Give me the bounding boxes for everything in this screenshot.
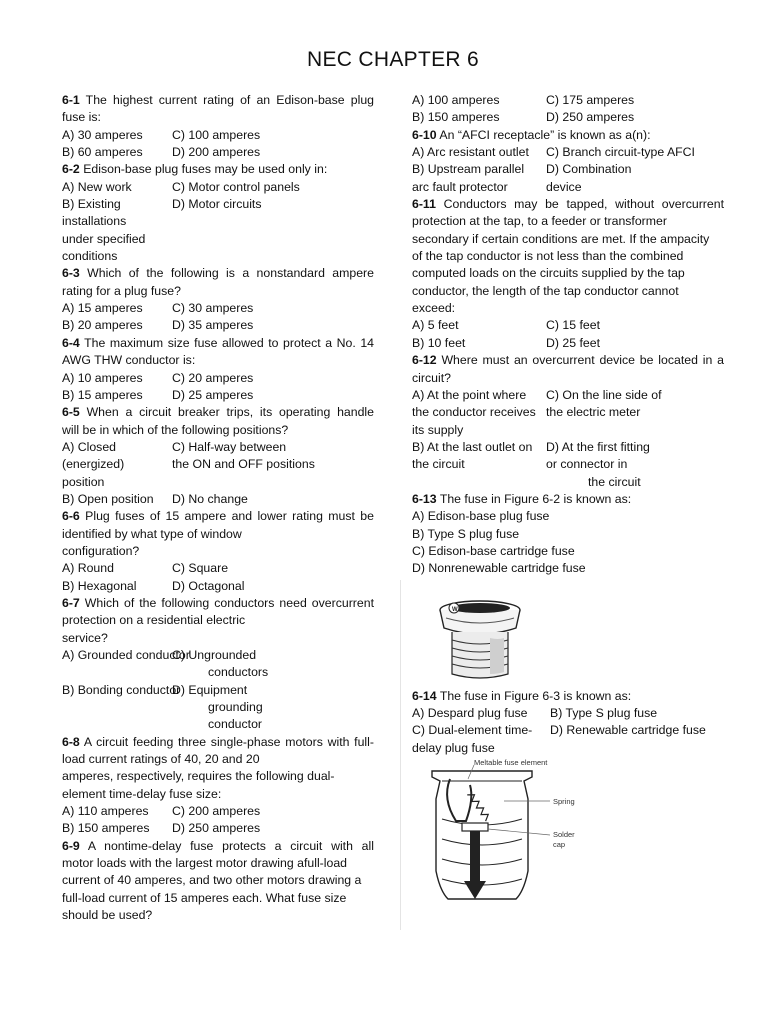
line-text: current of 40 amperes, and two other motors drawing a xyxy=(62,873,362,888)
text-line xyxy=(412,179,724,196)
line-text: B) Type S plug fuse xyxy=(412,526,520,541)
line-text: service? xyxy=(62,630,108,645)
line-text: position xyxy=(62,474,105,489)
right-column xyxy=(412,92,724,911)
text-line xyxy=(412,560,724,577)
line-text: B) 20 amperes xyxy=(62,318,143,333)
line-text: B) Existing xyxy=(62,197,121,212)
line-text: exceed: xyxy=(412,301,456,316)
line-text: AWG THW conductor is: xyxy=(62,353,196,368)
answer-choice: D) Octagonal xyxy=(172,578,245,593)
text-line xyxy=(62,734,374,751)
label-meltable-fuse-element: Meltable fuse element xyxy=(474,759,548,767)
line-text: A) 110 amperes xyxy=(62,804,149,819)
answer-choice: grounding xyxy=(208,700,263,715)
question-number: 6-12 xyxy=(412,353,437,368)
text-line xyxy=(412,300,724,317)
line-text: under specified xyxy=(62,231,146,246)
text-line xyxy=(62,820,374,837)
text-line xyxy=(62,404,374,421)
text-line xyxy=(62,647,374,664)
question-number: 6-6 xyxy=(62,509,80,524)
question-number: 6-3 xyxy=(62,266,80,281)
text-line xyxy=(62,786,374,803)
text-line xyxy=(62,109,374,126)
question-text: An “AFCI receptacle” is known as a(n): xyxy=(436,127,651,142)
line-text: the circuit xyxy=(412,457,465,472)
text-line xyxy=(62,560,374,577)
text-line xyxy=(62,578,374,595)
line-text: protection on a residential electric xyxy=(62,613,246,628)
question-text: Where must an overcurrent device be located in a xyxy=(436,353,724,368)
line-text: A) Arc resistant outlet xyxy=(412,145,529,160)
text-line xyxy=(62,144,374,161)
figure-6-2 xyxy=(412,578,724,688)
line-text: B) 150 amperes xyxy=(412,110,500,125)
question-number: 6-8 xyxy=(62,734,80,749)
text-line xyxy=(412,404,724,421)
line-text: rating for a plug fuse? xyxy=(62,283,181,298)
text-line xyxy=(412,248,724,265)
text-line xyxy=(62,283,374,300)
question-number: 6-2 xyxy=(62,162,80,177)
line-text: A) 100 amperes xyxy=(412,93,500,107)
text-line xyxy=(62,300,374,317)
line-text: should be used? xyxy=(62,908,153,923)
question-text: Plug fuses of 15 ampere and lower rating must be xyxy=(79,509,374,524)
line-text: A) At the point where xyxy=(412,387,527,402)
line-text: B) 60 amperes xyxy=(62,145,143,160)
question-number: 6-5 xyxy=(62,405,80,420)
text-line xyxy=(412,705,724,722)
text-line xyxy=(412,335,724,352)
question-6-14 xyxy=(412,688,724,757)
line-text: A) 10 amperes xyxy=(62,370,143,385)
line-text: its supply xyxy=(412,422,464,437)
text-line xyxy=(412,387,724,404)
line-text: identified by what type of window xyxy=(62,526,242,541)
line-text: A) Grounded conductor xyxy=(62,648,190,662)
answer-choice: D) 250 amperes xyxy=(546,110,635,125)
text-line xyxy=(62,127,374,144)
line-text: A) Edison-base plug fuse xyxy=(412,509,550,524)
answer-choice: C) Ungrounded xyxy=(172,648,257,662)
question-number: 6-14 xyxy=(412,688,437,703)
text-line xyxy=(412,526,724,543)
answer-choice: conductor xyxy=(208,717,263,732)
answer-choice: D) 200 amperes xyxy=(172,145,261,160)
text-line xyxy=(62,855,374,872)
question-text: The fuse in Figure 6-3 is known as: xyxy=(436,688,632,703)
text-line xyxy=(412,231,724,248)
answer-choice: C) 30 amperes xyxy=(172,301,254,316)
line-text: configuration? xyxy=(62,543,140,558)
line-text: the conductor receives xyxy=(412,405,536,420)
text-line xyxy=(412,161,724,178)
line-text: installations xyxy=(62,214,127,229)
answer-choice: D) Motor circuits xyxy=(172,197,262,212)
answer-choice: C) 200 amperes xyxy=(172,804,261,819)
answer-choice: C) Branch circuit-type AFCI xyxy=(546,145,695,160)
text-line xyxy=(62,491,374,508)
page-title: NEC CHAPTER 6 xyxy=(307,48,479,71)
text-line xyxy=(412,352,724,369)
question-text: Which of the following is a nonstandard ampere xyxy=(79,266,374,281)
line-text: B) 10 feet xyxy=(412,335,466,350)
question-text: Conductors may be tapped, without overcurrent xyxy=(435,197,724,212)
text-line xyxy=(62,526,374,543)
left-column xyxy=(62,92,374,925)
question-text: The fuse in Figure 6-2 is known as: xyxy=(436,491,632,506)
answer-choice: D) No change xyxy=(172,491,248,506)
text-line xyxy=(62,335,374,352)
text-line xyxy=(62,352,374,369)
question-number: 6-9 xyxy=(62,838,80,853)
line-text: C) Edison-base cartridge fuse xyxy=(412,543,575,558)
text-line xyxy=(412,92,724,109)
line-text: A) Round xyxy=(62,561,114,576)
line-text: fuse is: xyxy=(62,110,101,125)
question-text: Edison-base plug fuses may be used only in: xyxy=(79,162,328,177)
text-line xyxy=(62,890,374,907)
text-line xyxy=(62,248,374,265)
question-text: A nontime-delay fuse protects a circuit with all xyxy=(79,838,374,853)
text-line xyxy=(412,317,724,334)
text-line xyxy=(62,474,374,491)
label-solder: Solder xyxy=(553,830,575,839)
line-text: B) 150 amperes xyxy=(62,821,150,836)
text-line xyxy=(62,612,374,629)
text-line xyxy=(62,387,374,404)
text-line xyxy=(412,422,724,439)
text-line xyxy=(412,543,724,560)
line-text: motor loads with the largest motor drawing afull-load xyxy=(62,856,348,871)
text-line xyxy=(62,872,374,889)
line-text: B) 15 amperes xyxy=(62,387,143,402)
text-line xyxy=(412,370,724,387)
line-text: element time-delay fuse size: xyxy=(62,786,222,801)
answer-choice: the ON and OFF positions xyxy=(172,457,315,472)
line-text: will be in which of the following positions? xyxy=(62,422,289,437)
question-text: The maximum size fuse allowed to protect a No. 14 xyxy=(79,335,374,350)
answer-choice: the electric meter xyxy=(546,405,641,420)
line-text: full-load current of 15 amperes each. What fuse size xyxy=(62,890,347,905)
question-number: 6-10 xyxy=(412,127,437,142)
line-text: delay plug fuse xyxy=(412,740,495,755)
answer-choice: B) Type S plug fuse xyxy=(550,705,658,720)
text-line xyxy=(412,196,724,213)
answer-choice: C) 20 amperes xyxy=(172,370,254,385)
line-text: B) Open position xyxy=(62,491,154,506)
label-cap: cap xyxy=(553,840,566,849)
answer-choice: C) 100 amperes xyxy=(172,127,261,142)
line-text: amperes, respectively, requires the following dual- xyxy=(62,769,335,784)
text-line xyxy=(412,740,724,757)
line-text: A) Despard plug fuse xyxy=(412,705,528,720)
line-text: B) Bonding conductor xyxy=(62,682,181,697)
text-line xyxy=(412,265,724,282)
text-line xyxy=(62,595,374,612)
text-line xyxy=(62,803,374,820)
text-line xyxy=(62,768,374,785)
answer-choice: C) Motor control panels xyxy=(172,179,300,194)
text-line xyxy=(62,231,374,248)
answer-choice: D) Combination xyxy=(546,162,632,177)
line-text: conditions xyxy=(62,249,118,264)
question-number: 6-4 xyxy=(62,335,80,350)
text-line xyxy=(62,907,374,924)
text-line xyxy=(412,144,724,161)
line-text: arc fault protector xyxy=(412,179,508,194)
answer-choice: D) 25 amperes xyxy=(172,387,254,402)
text-line xyxy=(412,688,724,705)
line-text: B) At the last outlet on xyxy=(412,439,533,454)
text-line xyxy=(412,722,724,739)
answer-choice: C) Square xyxy=(172,561,229,576)
answer-choice: D) Equipment xyxy=(172,682,248,697)
line-text: D) Nonrenewable cartridge fuse xyxy=(412,561,586,576)
text-line xyxy=(62,161,374,178)
answer-choice: D) 35 amperes xyxy=(172,318,254,333)
answer-choice: the circuit xyxy=(588,474,641,489)
text-line xyxy=(62,92,374,109)
text-line xyxy=(62,317,374,334)
line-text: A) Closed xyxy=(62,439,116,454)
question-number: 6-11 xyxy=(412,197,436,212)
answer-choice: or connector in xyxy=(546,457,628,472)
line-text: protection at the tap, to a feeder or transformer xyxy=(412,214,667,229)
question-text: Which of the following conductors need overcurrent xyxy=(79,595,374,610)
answer-choice: D) 250 amperes xyxy=(172,821,261,836)
edison-plug-fuse-image xyxy=(412,578,724,688)
questions-6-9-to-6-13 xyxy=(412,92,724,578)
answer-choice: D) Renewable cartridge fuse xyxy=(550,723,706,738)
text-line xyxy=(412,127,724,144)
label-spring: Spring xyxy=(553,797,575,806)
text-line xyxy=(62,543,374,560)
text-line xyxy=(412,508,724,525)
line-text: C) Dual-element time- xyxy=(412,723,533,738)
line-text: secondary if certain conditions are met. If the ampacity xyxy=(412,231,710,246)
question-number: 6-1 xyxy=(62,93,80,107)
question-number: 6-13 xyxy=(412,491,437,506)
figure-6-3 xyxy=(412,759,724,911)
text-line xyxy=(62,682,374,699)
text-line xyxy=(412,474,724,491)
text-line xyxy=(62,838,374,855)
line-text: circuit? xyxy=(412,370,451,385)
text-line xyxy=(62,456,374,473)
text-line xyxy=(62,179,374,196)
text-line xyxy=(62,265,374,282)
answer-choice: C) On the line side of xyxy=(546,387,662,402)
line-text: A) New work xyxy=(62,179,132,194)
question-text: A circuit feeding three single-phase motors with full- xyxy=(79,734,374,749)
text-line xyxy=(412,491,724,508)
answer-choice: C) Half-way between xyxy=(172,439,287,454)
question-text: The highest current rating of an Edison-base plug xyxy=(79,93,374,107)
svg-text:W: W xyxy=(452,606,458,613)
line-text: A) 15 amperes xyxy=(62,301,143,316)
text-line xyxy=(62,664,374,681)
question-number: 6-7 xyxy=(62,595,80,610)
text-line xyxy=(62,439,374,456)
text-line xyxy=(62,699,374,716)
line-text: conductor, the length of the tap conductor cannot xyxy=(412,283,679,298)
line-text: B) Upstream parallel xyxy=(412,162,525,177)
answer-choice: D) 25 feet xyxy=(546,335,600,350)
text-line xyxy=(412,439,724,456)
text-line xyxy=(412,456,724,473)
text-line xyxy=(62,716,374,733)
line-text: A) 30 amperes xyxy=(62,127,143,142)
column-divider xyxy=(400,580,401,930)
line-text: load current ratings of 40, 20 and 20 xyxy=(62,752,260,767)
line-text: B) Hexagonal xyxy=(62,578,137,593)
line-text: (energized) xyxy=(62,457,125,472)
line-text: A) 5 feet xyxy=(412,318,459,333)
text-line xyxy=(412,213,724,230)
text-line xyxy=(62,370,374,387)
text-line xyxy=(62,751,374,768)
text-line xyxy=(62,213,374,230)
answer-choice: device xyxy=(546,179,582,194)
text-line xyxy=(412,283,724,300)
dual-element-fuse-diagram xyxy=(412,759,724,911)
text-line xyxy=(412,109,724,126)
text-line xyxy=(62,422,374,439)
answer-choice: C) 15 feet xyxy=(546,318,600,333)
answer-choice: conductors xyxy=(208,665,269,680)
answer-choice: C) 175 amperes xyxy=(546,93,635,107)
text-line xyxy=(62,630,374,647)
text-line xyxy=(62,196,374,213)
text-line xyxy=(62,508,374,525)
line-text: computed loads on the circuits supplied by the tap xyxy=(412,266,685,281)
question-text: When a circuit breaker trips, its operating handle xyxy=(79,405,374,420)
line-text: of the tap conductor is not less than the combined xyxy=(412,249,684,264)
answer-choice: D) At the first fitting xyxy=(546,439,650,454)
